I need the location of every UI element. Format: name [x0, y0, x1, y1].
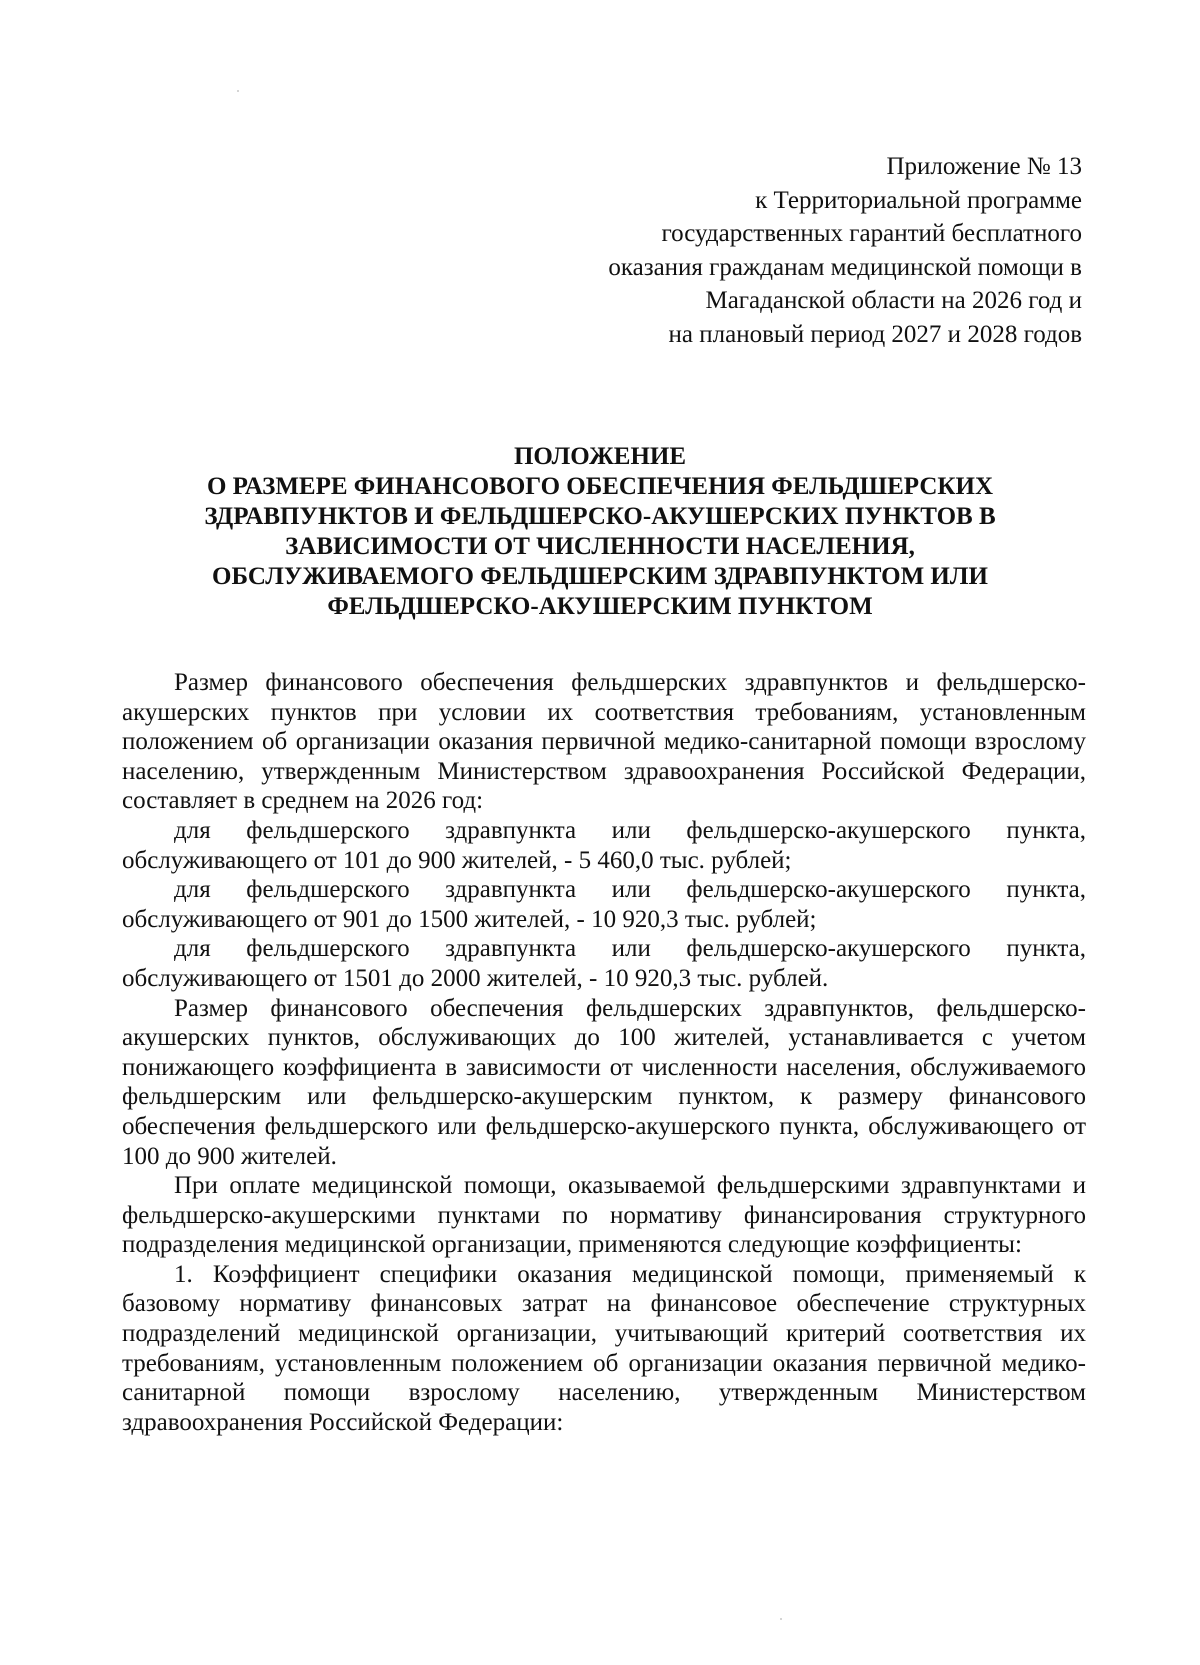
body-paragraph: для фельдшерского здравпункта или фельдшерско-акушерского пункта, обслуживающего от 101 до 900 жителей, - 5 460,0 тыс. рублей;	[122, 816, 1086, 874]
title-line: ЗАВИСИМОСТИ ОТ ЧИСЛЕННОСТИ НАСЕЛЕНИЯ,	[285, 533, 915, 560]
appendix-line: оказания гражданам медицинской помощи в	[608, 253, 1082, 281]
scan-speck	[780, 1618, 782, 1620]
title-line: ОБСЛУЖИВАЕМОГО ФЕЛЬДШЕРСКИМ ЗДРАВПУНКТОМ ИЛИ	[212, 563, 988, 590]
title-line: ПОЛОЖЕНИЕ	[513, 443, 687, 470]
body-paragraph: 1. Коэффициент специфики оказания медицинской помощи, применяемый к базовому нормативу финансовых затрат на финансовое обеспечение структурных подразделений медицинской организации, учитывающий критерий соответствия их требованиям, установленным положением об организации оказания первичной медико-санитарной помощи взрослому населению, утвержденным Министерством здравоохранения Российской Федерации:	[122, 1260, 1086, 1436]
title-line: О РАЗМЕРЕ ФИНАНСОВОГО ОБЕСПЕЧЕНИЯ ФЕЛЬДШЕРСКИХ	[206, 473, 994, 500]
body-paragraph: При оплате медицинской помощи, оказываемой фельдшерскими здравпунктами и фельдшерско-акушерскими пунктами по нормативу финансирования структурного подразделения медицинской организации, применяются следующие коэффициенты:	[122, 1172, 1086, 1259]
body-paragraph: для фельдшерского здравпункта или фельдшерско-акушерского пункта, обслуживающего от 1501 до 2000 жителей, - 10 920,3 тыс. рублей.	[122, 935, 1086, 992]
document-body	[122, 668, 1086, 1437]
title-line: ЗДРАВПУНКТОВ И ФЕЛЬДШЕРСКО-АКУШЕРСКИХ ПУНКТОВ В	[204, 503, 996, 530]
appendix-line: Приложение № 13	[886, 153, 1082, 180]
scan-speck	[237, 90, 239, 92]
body-paragraph: Размер финансового обеспечения фельдшерских здравпунктов, фельдшерско-акушерских пунктов, обслуживающих до 100 жителей, устанавливается с учетом понижающего коэффициента в зависимости от численности населения, обслуживаемого фельдшерским или фельдшерско-акушерским пунктом, к размеру финансового обеспечения фельдшерского или фельдшерско-акушерского пункта, обслуживающего от 100 до 900 жителей.	[122, 994, 1086, 1170]
body-paragraph: Размер финансового обеспечения фельдшерских здравпунктов и фельдшерско-акушерских пунктов при условии их соответствия требованиям, установленным положением об организации оказания первичной медико-санитарной помощи взрослому населению, утвержденным Министерством здравоохранения Российской Федерации, составляет в среднем на 2026 год:	[122, 669, 1086, 815]
title-line: ФЕЛЬДШЕРСКО-АКУШЕРСКИМ ПУНКТОМ	[327, 593, 873, 620]
appendix-line: Магаданской области на 2026 год и	[705, 287, 1082, 314]
appendix-header	[522, 150, 1082, 351]
document-title	[130, 442, 1070, 622]
appendix-line: государственных гарантий бесплатного	[661, 220, 1082, 247]
appendix-line: на плановый период 2027 и 2028 годов	[668, 320, 1082, 348]
body-paragraph: для фельдшерского здравпункта или фельдшерско-акушерского пункта, обслуживающего от 901 до 1500 жителей, - 10 920,3 тыс. рублей;	[122, 876, 1086, 933]
appendix-line: к Территориальной программе	[755, 186, 1082, 214]
